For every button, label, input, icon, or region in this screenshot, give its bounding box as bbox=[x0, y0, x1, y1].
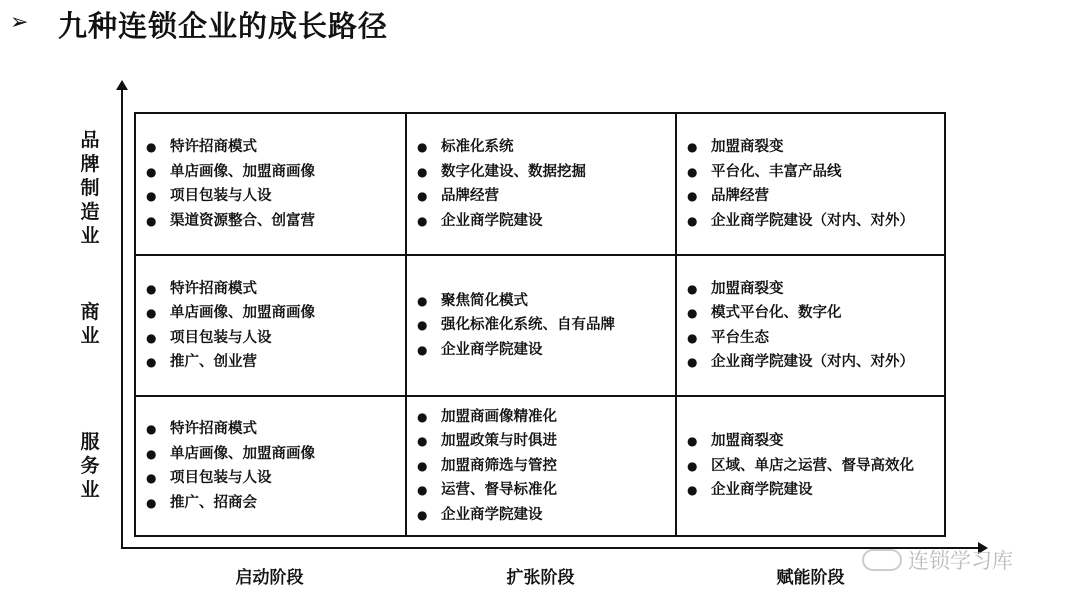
bullet-icon: ● bbox=[687, 306, 698, 320]
column-label-startup: 启动阶段 bbox=[235, 568, 304, 588]
bullet-icon: ● bbox=[687, 458, 698, 473]
list-item-text: 加盟商筛选与管控 bbox=[441, 457, 557, 474]
bullet-icon: ● bbox=[146, 422, 157, 436]
bullet-icon: ● bbox=[417, 458, 428, 473]
list-item-text: 聚焦简化模式 bbox=[441, 292, 528, 309]
list-item bbox=[687, 478, 944, 503]
list-item bbox=[146, 160, 405, 185]
bullet-icon: ● bbox=[417, 213, 428, 228]
matrix-cell bbox=[407, 256, 677, 397]
row-label-commerce: 商业 bbox=[80, 301, 100, 347]
matrix-cell bbox=[136, 256, 407, 397]
list-item-text: 项目包装与人设 bbox=[170, 188, 272, 204]
list-item bbox=[417, 184, 675, 209]
list-item bbox=[417, 338, 675, 363]
matrix-cell bbox=[677, 114, 944, 256]
x-axis bbox=[121, 547, 983, 549]
list-item-text: 加盟商画像精准化 bbox=[441, 408, 557, 425]
bullet-icon: ● bbox=[417, 409, 428, 424]
list-item-text: 品牌经营 bbox=[711, 188, 769, 204]
list-item bbox=[146, 277, 405, 302]
bullet-icon: ● bbox=[146, 213, 157, 228]
list-item-text: 企业商学院建设（对内、对外） bbox=[711, 354, 914, 370]
bullet-icon: ● bbox=[417, 483, 428, 498]
list-item bbox=[687, 301, 944, 326]
list-item-text: 单店画像、加盟商画像 bbox=[170, 445, 315, 462]
bullet-icon: ● bbox=[687, 355, 698, 369]
list-item-text: 特许招商模式 bbox=[170, 139, 257, 155]
bullet-icon: ● bbox=[687, 213, 698, 228]
list-item-text: 数字化建设、数据挖掘 bbox=[441, 163, 586, 180]
column-label-empowerment: 赋能阶段 bbox=[776, 568, 845, 588]
list-item-text: 区域、单店之运营、督导高效化 bbox=[711, 457, 914, 474]
growth-path-matrix bbox=[134, 112, 946, 537]
bullet-icon: ● bbox=[687, 330, 698, 345]
list-item bbox=[146, 301, 405, 326]
list-item-text: 强化标准化系统、自有品牌 bbox=[441, 317, 615, 334]
list-item bbox=[146, 491, 405, 516]
list-item-text: 平台生态 bbox=[711, 329, 769, 346]
list-item bbox=[687, 429, 944, 454]
y-axis bbox=[121, 88, 123, 549]
list-item-text: 单店画像、加盟商画像 bbox=[170, 163, 315, 180]
matrix-cell bbox=[407, 397, 677, 535]
y-axis-arrow-icon bbox=[116, 80, 128, 90]
list-item bbox=[687, 135, 944, 160]
list-item-text: 渠道资源整合、创富营 bbox=[170, 212, 315, 229]
list-item bbox=[417, 454, 675, 479]
list-item bbox=[146, 417, 405, 442]
bullet-icon: ● bbox=[146, 355, 157, 369]
list-item-text: 加盟商裂变 bbox=[711, 139, 784, 155]
matrix-cell bbox=[677, 256, 944, 397]
bullet-icon: ● bbox=[146, 446, 157, 461]
bullet-icon: ● bbox=[687, 483, 698, 498]
list-item-text: 模式平台化、数字化 bbox=[711, 305, 842, 321]
list-item bbox=[146, 442, 405, 467]
list-item-text: 加盟政策与时俱进 bbox=[441, 433, 557, 450]
matrix-cell bbox=[407, 114, 677, 256]
list-item bbox=[146, 184, 405, 209]
bullet-icon: ● bbox=[417, 189, 428, 203]
watermark-text: 连锁学习库 bbox=[908, 549, 1013, 573]
list-item-text: 单店画像、加盟商画像 bbox=[170, 305, 315, 321]
list-item bbox=[417, 209, 675, 234]
bullet-icon: ● bbox=[417, 507, 428, 522]
bullet-icon: ● bbox=[687, 434, 698, 449]
matrix-cell bbox=[677, 397, 944, 535]
list-item bbox=[687, 160, 944, 185]
bullet-icon: ● bbox=[146, 281, 157, 296]
list-item-text: 加盟商裂变 bbox=[711, 280, 784, 297]
list-item-text: 企业商学院建设 bbox=[711, 482, 813, 499]
bullet-icon: ● bbox=[687, 189, 698, 203]
list-item-text: 品牌经营 bbox=[441, 188, 499, 204]
bullet-icon: ● bbox=[417, 434, 428, 449]
list-item-text: 平台化、丰富产品线 bbox=[711, 163, 842, 180]
bullet-icon: ● bbox=[687, 164, 698, 179]
bullet-icon: ● bbox=[417, 342, 428, 357]
list-item bbox=[146, 466, 405, 491]
bullet-icon: ● bbox=[146, 189, 157, 203]
list-item bbox=[146, 350, 405, 375]
list-item-text: 特许招商模式 bbox=[170, 421, 257, 437]
list-item-text: 项目包装与人设 bbox=[170, 470, 272, 486]
list-item-text: 项目包装与人设 bbox=[170, 329, 272, 346]
list-item-text: 加盟商裂变 bbox=[711, 433, 784, 450]
page-title: 九种连锁企业的成长路径 bbox=[58, 9, 389, 43]
list-item-text: 标准化系统 bbox=[441, 139, 514, 155]
column-label-expansion: 扩张阶段 bbox=[506, 568, 575, 588]
list-item-text: 运营、督导标准化 bbox=[441, 482, 557, 499]
list-item-text: 企业商学院建设 bbox=[441, 341, 543, 358]
list-item bbox=[146, 326, 405, 351]
bullet-icon: ● bbox=[417, 164, 428, 179]
wechat-icon bbox=[862, 549, 902, 571]
list-item bbox=[146, 209, 405, 234]
bullet-icon: ● bbox=[146, 471, 157, 485]
list-item bbox=[417, 135, 675, 160]
row-label-brand-manufacturing: 品牌制造业 bbox=[80, 129, 100, 247]
list-item bbox=[417, 313, 675, 338]
bullet-icon: ● bbox=[417, 318, 428, 333]
list-item-text: 推广、创业营 bbox=[170, 354, 257, 370]
bullet-icon: ● bbox=[146, 306, 157, 320]
bullet-icon: ● bbox=[146, 495, 157, 510]
bullet-icon: ● bbox=[146, 330, 157, 345]
bullet-icon: ● bbox=[417, 293, 428, 308]
bullet-icon: ● bbox=[687, 281, 698, 296]
list-item-text: 企业商学院建设（对内、对外） bbox=[711, 212, 914, 229]
list-item-text: 企业商学院建设 bbox=[441, 506, 543, 523]
matrix-cell bbox=[136, 397, 407, 535]
list-item-text: 推广、招商会 bbox=[170, 494, 257, 511]
list-item-text: 企业商学院建设 bbox=[441, 212, 543, 229]
list-item bbox=[417, 503, 675, 528]
list-item bbox=[687, 209, 944, 234]
list-item bbox=[687, 277, 944, 302]
list-item bbox=[417, 429, 675, 454]
row-label-services: 服务业 bbox=[80, 431, 100, 501]
watermark bbox=[862, 545, 1013, 575]
bullet-icon: ● bbox=[146, 164, 157, 179]
bullet-icon: ● bbox=[687, 140, 698, 154]
list-item bbox=[687, 350, 944, 375]
title-bullet-icon: ➢ bbox=[10, 10, 29, 35]
list-item bbox=[687, 184, 944, 209]
list-item bbox=[687, 326, 944, 351]
list-item bbox=[687, 454, 944, 479]
list-item bbox=[417, 405, 675, 430]
list-item-text: 特许招商模式 bbox=[170, 280, 257, 297]
list-item bbox=[146, 135, 405, 160]
bullet-icon: ● bbox=[417, 140, 428, 154]
bullet-icon: ● bbox=[146, 140, 157, 154]
matrix-cell bbox=[136, 114, 407, 256]
list-item bbox=[417, 289, 675, 314]
list-item bbox=[417, 478, 675, 503]
list-item bbox=[417, 160, 675, 185]
